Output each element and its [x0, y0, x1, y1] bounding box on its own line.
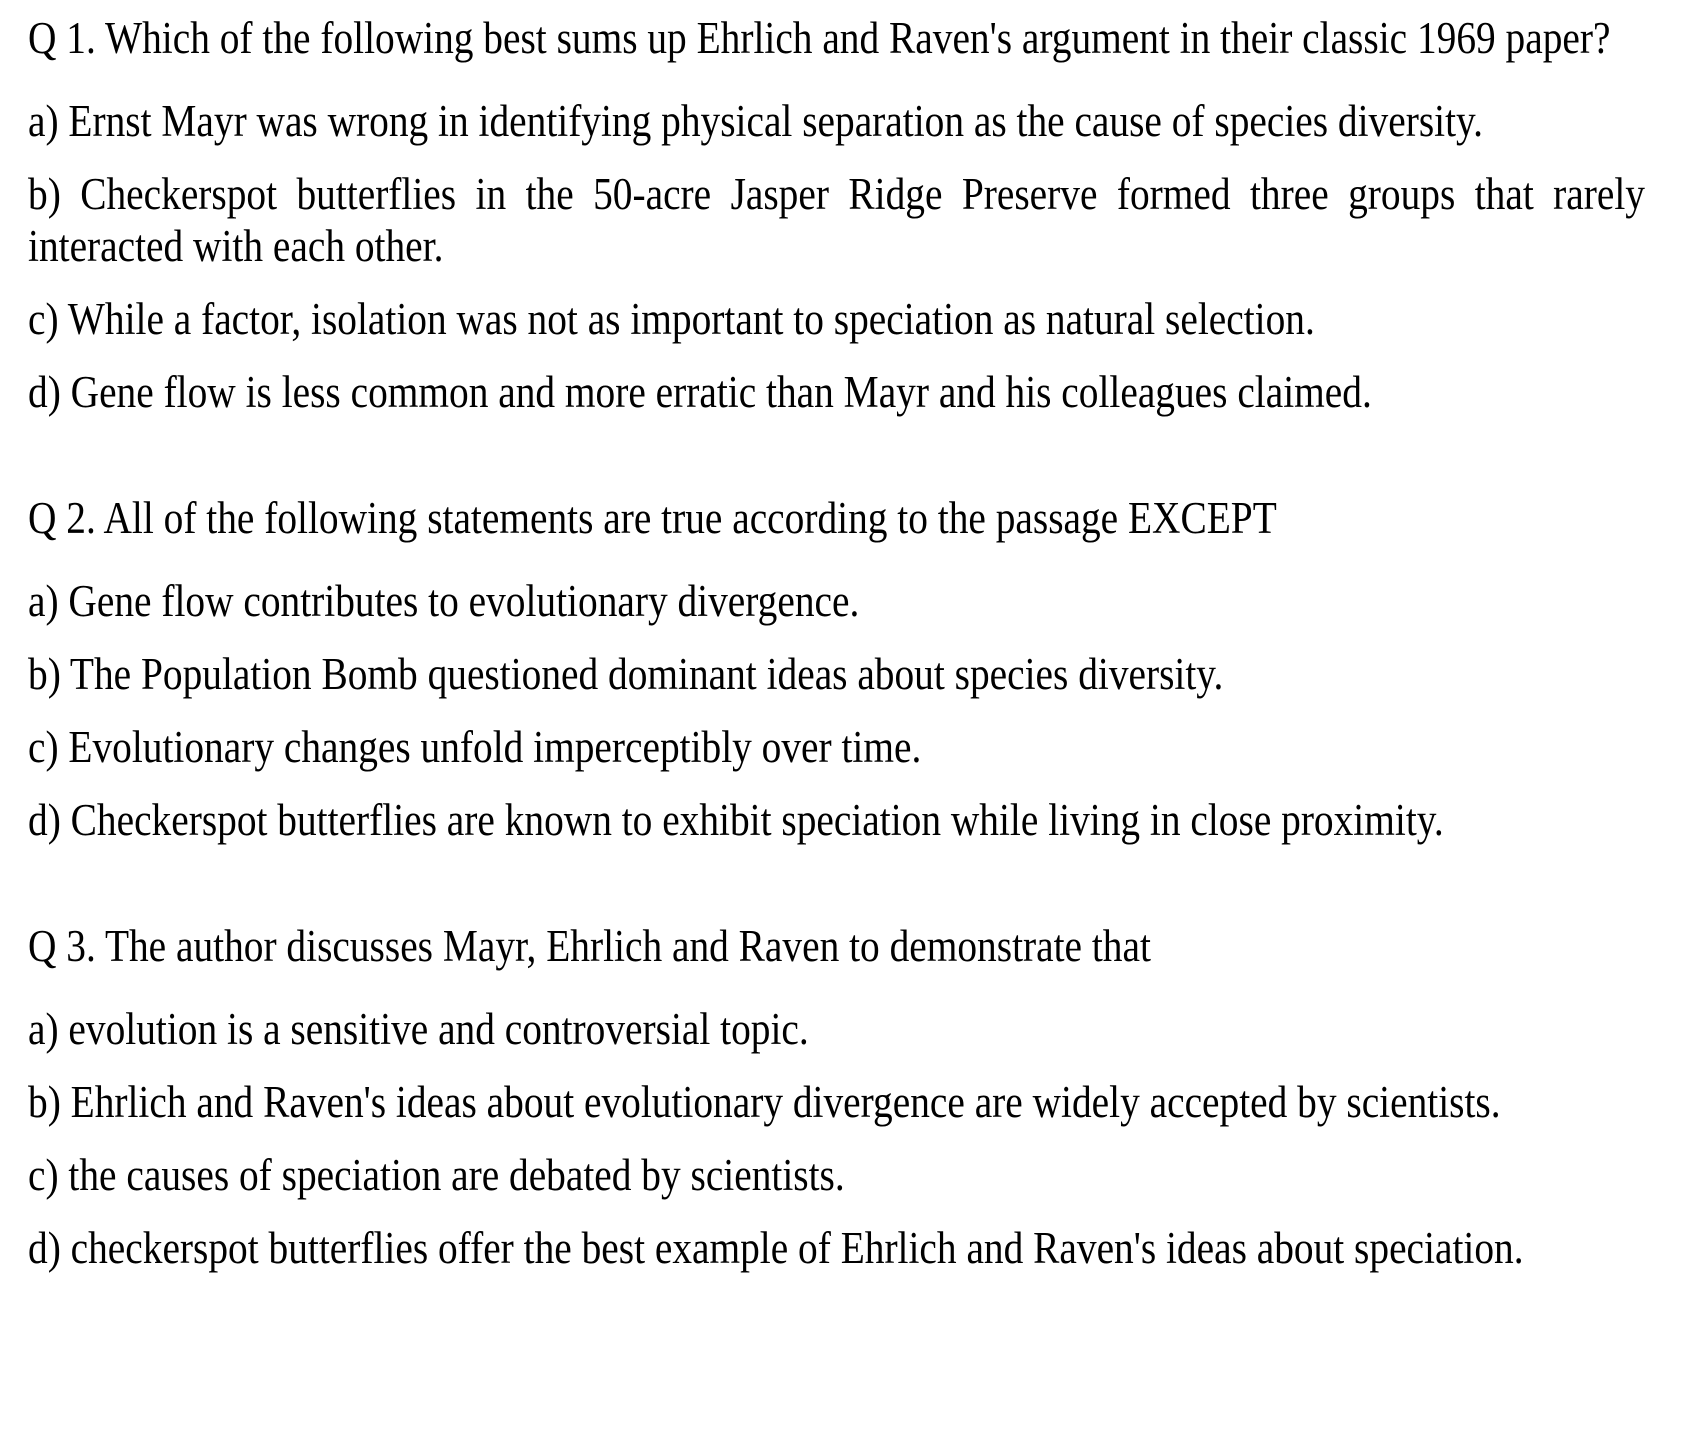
question-3-option-c: c) the causes of speciation are debated by scientists. — [28, 1150, 845, 1200]
question-2-title: Q 2. All of the following statements are true according to the passage EXCEPT — [28, 493, 1277, 543]
question-1-title: Q 1. Which of the following best sums up Ehrlich and Raven's argument in their classic 1969 paper? — [28, 13, 1611, 63]
question-block-3 — [28, 920, 1645, 1274]
question-3-option-d: d) checkerspot butterflies offer the best example of Ehrlich and Raven's ideas about speciation. — [28, 1223, 1524, 1273]
question-1-option-c: c) While a factor, isolation was not as important to speciation as natural selection. — [28, 294, 1315, 344]
question-1-option-d: d) Gene flow is less common and more erratic than Mayr and his colleagues claimed. — [28, 367, 1372, 417]
question-block-2 — [28, 492, 1645, 846]
question-3-option-a: a) evolution is a sensitive and controversial topic. — [28, 1004, 809, 1054]
question-2-option-b: b) The Population Bomb questioned dominant ideas about species diversity. — [28, 649, 1224, 699]
question-2-option-d: d) Checkerspot butterflies are known to exhibit speciation while living in close proximity. — [28, 795, 1444, 845]
question-1-option-b: b) Checkerspot butterflies in the 50-acre Jasper Ridge Preserve formed three groups that rarely interacted with each other. — [28, 169, 1645, 271]
question-2-option-c: c) Evolutionary changes unfold imperceptibly over time. — [28, 722, 922, 772]
question-2-option-a: a) Gene flow contributes to evolutionary divergence. — [28, 576, 860, 626]
question-block-1 — [28, 12, 1645, 418]
question-3-title: Q 3. The author discusses Mayr, Ehrlich and Raven to demonstrate that — [28, 921, 1151, 971]
question-1-option-a: a) Ernst Mayr was wrong in identifying physical separation as the cause of species diversity. — [28, 96, 1484, 146]
question-3-option-b: b) Ehrlich and Raven's ideas about evolutionary divergence are widely accepted by scientists. — [28, 1077, 1501, 1127]
document-page — [28, 12, 1645, 1274]
